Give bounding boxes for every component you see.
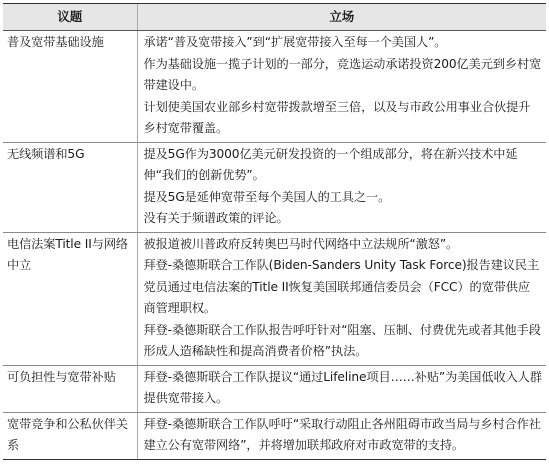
table-row [3,412,546,459]
stance-cell [137,142,546,232]
topic-cell: 电信法案Title II与网络中立 [3,232,137,365]
header-stance: 立场 [137,4,546,31]
table-row [3,142,546,232]
table-header [3,4,546,31]
stance-paragraph: 作为基础设施一揽子计划的一部分，竞选运动承诺投资200亿美元到乡村宽带建设中。 [143,56,542,92]
header-row [3,4,546,31]
table-row [3,232,546,365]
stance-cell [137,365,546,412]
topic-cell: 可负担性与宽带补贴 [3,365,137,412]
table-body [3,31,546,460]
topic-cell: 无线频谱和5G [3,142,137,232]
stance-paragraph: 拜登-桑德斯联合工作队(Biden-Sanders Unity Task Force)报告建议民主党员通过电信法案的Title II恢复美国联邦通信委员会（FCC）的宽带供应商管理职权。 [143,258,540,315]
policy-table [3,3,546,460]
stance-paragraph: 提及5G是延伸宽带至每个美国人的工具之一。 [143,189,391,204]
stance-paragraph: 提及5G作为3000亿美元研发投资的一个组成部分，将在新兴技术中延伸“我们的创新优势”。 [143,146,518,182]
topic-cell: 宽带竞争和公私伙伴关系 [3,412,137,459]
stance-paragraph: 承诺“普及宽带接入”到“扩展宽带接入至每一个美国人”。 [143,35,447,49]
stance-paragraph: 没有关于频谱政策的评论。 [143,211,289,225]
stance-cell [137,31,546,143]
stance-paragraph: 计划使美国农业部乡村宽带拨款增至三倍，以及与市政公用事业合伙提升乡村宽带覆盖。 [143,99,531,135]
header-topic: 议题 [3,4,137,31]
stance-paragraph: 被报道被川普政府反转奥巴马时代网络中立法规所“激怒”。 [143,236,459,251]
stance-cell [137,412,546,459]
topic-cell: 普及宽带基础设施 [3,31,137,143]
stance-paragraph: 拜登-桑德斯联合工作队报告呼吁针对“阻塞、压制、付费优先或者其他手段形成人造稀缺性和提高消费者价格”执法。 [143,322,541,358]
stance-paragraph: 拜登-桑德斯联合工作队呼吁“采取行动阻止各州阻碍市政当局与乡村合作社建立公有宽带网络”，并将增加联邦政府对市政宽带的支持。 [143,416,541,452]
table-row [3,31,546,143]
stance-cell [137,232,546,365]
table-row [3,365,546,412]
stance-paragraph: 拜登-桑德斯联合工作队提议“通过Lifeline项目……补贴”为美国低收入人群提供宽带接入。 [143,369,542,405]
